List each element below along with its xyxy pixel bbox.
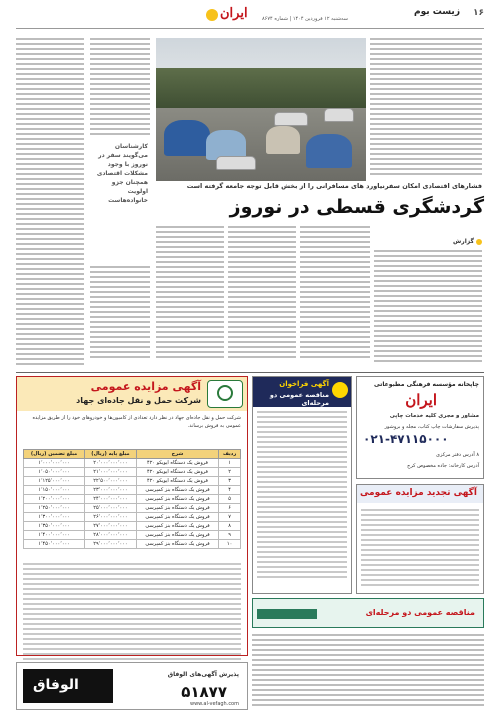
- photo-caption: فشارهای اقتصادی امکان سفرنیاورد های مسافرانی را از بخش قابل توجه جامعه گرفته است: [186, 182, 482, 190]
- table-row: [24, 513, 241, 522]
- ad-iran-printing: چاپخانه مؤسسه فرهنگی مطبوعاتی ایران مشاور و مجری کلیه خدمات چاپی پذیرش سفارشات چاپ کتاب، مجله و بروشور ۰۲۱-۴۷۱۱۵۰۰۰ ۸ آدرس دفتر مرکزی آدرس کارخانه: جاده مخصوص کرج: [356, 376, 484, 479]
- table-row: [24, 522, 241, 531]
- table-cell: ۲۶٬۰۰۰٬۰۰۰٬۰۰۰: [85, 513, 137, 522]
- table-cell: ۲۳٬۰۰۰٬۰۰۰٬۰۰۰: [85, 486, 137, 495]
- table-cell: فروش یک دستگاه بنز کمپرسی: [136, 531, 219, 540]
- ad-phone: ۰۲۱-۴۷۱۱۵۰۰۰: [363, 432, 449, 446]
- text-column-1: [16, 38, 84, 368]
- table-cell: ۱٬۳۰۰٬۰۰۰٬۰۰۰: [24, 513, 85, 522]
- table-cell: ۲: [219, 468, 241, 477]
- ad-teal-title: مناقصه عمومی دو مرحله‌ای: [365, 608, 475, 617]
- bullet-icon: [476, 239, 482, 245]
- table-cell: ۱: [219, 459, 241, 468]
- table-cell: ۱٬۲۰۰٬۰۰۰٬۰۰۰: [24, 495, 85, 504]
- jahad-logo-icon: [207, 380, 243, 408]
- newspaper-logo: ایران: [206, 6, 252, 26]
- table-cell: فروش یک دستگاه بنز کمپرسی: [136, 504, 219, 513]
- column-header: ردیف: [219, 450, 241, 459]
- table-cell: ۲۴٬۰۰۰٬۰۰۰٬۰۰۰: [85, 495, 137, 504]
- ad-fara-body: [257, 411, 347, 581]
- ad-jahad-subtitle: شرکت حمل و نقل جاده‌ای جهاد: [76, 396, 201, 405]
- table-cell: ۱٬۴۵۰٬۰۰۰٬۰۰۰: [24, 540, 85, 549]
- table-row: [24, 540, 241, 549]
- auction-items-table: [23, 449, 241, 549]
- table-cell: فروش یک دستگاه ایویکو ۴۲۰: [136, 459, 219, 468]
- table-cell: ۱٬۳۵۰٬۰۰۰٬۰۰۰: [24, 522, 85, 531]
- table-cell: ۲۱٬۰۰۰٬۰۰۰٬۰۰۰: [85, 468, 137, 477]
- table-cell: ۲۷٬۰۰۰٬۰۰۰٬۰۰۰: [85, 522, 137, 531]
- table-cell: ۱٬۰۰۰٬۰۰۰٬۰۰۰: [24, 459, 85, 468]
- column-header: مبلغ پایه (ریال): [85, 450, 137, 459]
- ad-tajdid-body: [361, 509, 479, 589]
- table-cell: فروش یک دستگاه بنز کمپرسی: [136, 513, 219, 522]
- table-row: [24, 459, 241, 468]
- text-column-2: [90, 38, 150, 138]
- ad-renewed-auction: [356, 484, 484, 594]
- table-cell: ۱٬۰۵۰٬۰۰۰٬۰۰۰: [24, 468, 85, 477]
- iran-brand: ایران: [405, 391, 437, 409]
- text-column-4: [228, 226, 296, 361]
- section-title: زیست بوم: [414, 7, 460, 17]
- ad-jahad-auction: [16, 376, 248, 656]
- sun-logo-icon: [206, 9, 218, 21]
- ad-fara-subtitle: مناقصه عمومی دو مرحله‌ای: [269, 391, 329, 407]
- table-cell: ۲۵٬۰۰۰٬۰۰۰٬۰۰۰: [85, 504, 137, 513]
- table-cell: ۲۰٬۰۰۰٬۰۰۰٬۰۰۰: [85, 459, 137, 468]
- page-number: ۱۶: [473, 8, 484, 18]
- text-column-5: [300, 226, 370, 361]
- ad-jahad-terms: [23, 563, 241, 663]
- table-cell: ۲۹٬۰۰۰٬۰۰۰٬۰۰۰: [85, 540, 137, 549]
- table-cell: فروش یک دستگاه ایویکو ۴۲۰: [136, 477, 219, 486]
- table-cell: ۱٬۲۵۰٬۰۰۰٬۰۰۰: [24, 504, 85, 513]
- table-row: [24, 477, 241, 486]
- table-cell: فروش یک دستگاه بنز کمپرسی: [136, 495, 219, 504]
- ad-vefagh-phone: ۵۱۸۷۷: [181, 683, 227, 701]
- ad-tender-call: [252, 376, 352, 594]
- table-cell: ۲۸٬۰۰۰٬۰۰۰٬۰۰۰: [85, 531, 137, 540]
- section-tag: گزارش: [453, 238, 482, 245]
- table-row: [24, 468, 241, 477]
- table-cell: فروش یک دستگاه بنز کمپرسی: [136, 486, 219, 495]
- ad-teal-body: [252, 634, 484, 709]
- column-header: مبلغ تضمین (ریال): [24, 450, 85, 459]
- article-photo: [156, 38, 366, 181]
- header-rule: [16, 28, 484, 29]
- ad-two-stage-tender: [252, 598, 484, 628]
- table-row: [24, 495, 241, 504]
- table-cell: ۵: [219, 495, 241, 504]
- table-cell: ۲۲٬۵۰۰٬۰۰۰٬۰۰۰: [85, 477, 137, 486]
- al-vefagh-logo: الوفاق: [23, 669, 113, 703]
- text-column-3: [156, 226, 224, 361]
- table-cell: فروش یک دستگاه بنز کمپرسی: [136, 540, 219, 549]
- masthead: [16, 4, 484, 30]
- table-cell: ۶: [219, 504, 241, 513]
- ad-fara-title: آگهی فراخوان: [279, 380, 329, 388]
- ads-divider: [16, 372, 484, 373]
- table-cell: ۸: [219, 522, 241, 531]
- text-column-6: [374, 250, 482, 365]
- table-cell: ۱۰: [219, 540, 241, 549]
- text-column-right-top: [370, 38, 482, 178]
- text-column-2b: [90, 266, 150, 361]
- company-logo-icon: [332, 382, 348, 398]
- table-cell: ۱٬۴۰۰٬۰۰۰٬۰۰۰: [24, 531, 85, 540]
- table-cell: فروش یک دستگاه ایویکو ۴۲۰: [136, 468, 219, 477]
- table-cell: ۹: [219, 531, 241, 540]
- ad-jahad-title: آگهی مزایده عمومی: [90, 380, 201, 393]
- ad-tajdid-title: آگهی تجدید مزایده عمومی: [359, 488, 477, 498]
- ad-vefagh-website: www.al-vefagh.com: [190, 701, 239, 707]
- ad-al-vefagh: الوفاق پذیرش آگهی‌های الوفاق ۵۱۸۷۷ www.al-vefagh.com: [16, 662, 248, 710]
- column-header: شرح: [136, 450, 219, 459]
- sidebar-quote: کارشناسان می‌گویند سفر در نوروز با وجود مشکلات اقتصادی همچنان جزو اولویت خانواده‌هاست: [96, 143, 148, 204]
- issue-date: سه‌شنبه ۱۲ فروردین ۱۴۰۴ | شماره ۸۶۷۴: [262, 16, 348, 22]
- table-row: [24, 531, 241, 540]
- table-cell: ۷: [219, 513, 241, 522]
- table-cell: ۱٬۱۵۰٬۰۰۰٬۰۰۰: [24, 486, 85, 495]
- table-cell: فروش یک دستگاه بنز کمپرسی: [136, 522, 219, 531]
- table-cell: ۴: [219, 486, 241, 495]
- article-headline: گردشگری قسطی در نوروز: [229, 196, 484, 218]
- ad-jahad-intro: شرکت حمل و نقل جاده‌ای جهاد در نظر دارد تعدادی از کامیون‌ها و خودروهای خود را از طریق مزایده عمومی به فروش برساند.: [32, 415, 241, 429]
- table-row: [24, 486, 241, 495]
- table-cell: ۳: [219, 477, 241, 486]
- table-row: [24, 504, 241, 513]
- table-cell: ۱٬۱۲۵٬۰۰۰٬۰۰۰: [24, 477, 85, 486]
